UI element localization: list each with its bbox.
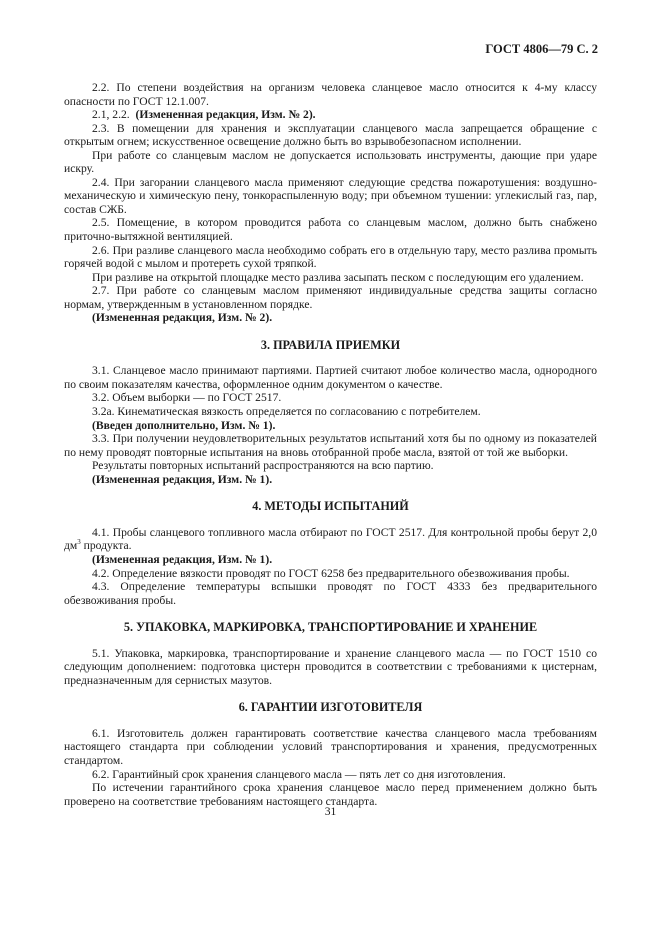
paragraph-6-1: 6.1. Изготовитель должен гарантировать соответствие качества сланцевого масла требованиям настоящего стандарта при соблюдении условий транспортирования и хранения, предусмотренных стандартом. <box>64 726 597 767</box>
paragraph-2-2: 2.2. По степени воздействия на организм человека сланцевое масло относится к 4-му классу опасности по ГОСТ 12.1.007. <box>64 81 597 108</box>
document-body <box>64 81 597 808</box>
paragraph-5-1: 5.1. Упаковка, маркировка, транспортирование и хранение сланцевого масла — по ГОСТ 1510 со следующим дополнением: подготовка цистерн проводится в соответствии с требованиями к цистернам, предназначенным для сернистых мазутов. <box>64 646 597 687</box>
amendment-note: (Измененная редакция, Изм. № 1). <box>92 472 273 486</box>
amendment-note: (Измененная редакция, Изм. № 2). <box>92 311 273 325</box>
paragraph-3-2: 3.2. Объем выборки — по ГОСТ 2517. <box>92 391 282 405</box>
paragraph-2-4: 2.4. При загорании сланцевого масла применяют следующие средства пожаротушения: воздушно-механическую и химическую пену, тонкораспыленную воду; при объемном тушении: углекислый газ, пар, состав СЖБ. <box>64 175 597 216</box>
paragraph-3-3: 3.3. При получении неудовлетворительных результатов испытаний хотя бы по одному из показателей по нему проводят повторные испытания на вновь отобранной пробе масла, взятой от той же выборки. <box>64 432 597 459</box>
paragraph-2-5: 2.5. Помещение, в котором проводится работа со сланцевым маслом, должно быть снабжено приточно-вытяжной вентиляцией. <box>64 216 597 244</box>
paragraph-2-3: 2.3. В помещении для хранения и эксплуатации сланцевого масла запрещается обращение с открытым огнем; искусственное освещение должно быть во взрывобезопасном исполнении. <box>64 121 597 149</box>
paragraph-6-2: 6.2. Гарантийный срок хранения сланцевого масла — пять лет со дня изготовления. <box>92 767 506 781</box>
paragraph-4-1-tail: продукта. <box>80 539 132 553</box>
amendment-refs: 2.1, 2.2. <box>92 108 130 122</box>
paragraph-4-1-text: 4.1. Пробы сланцевого топливного масла отбирают по ГОСТ 2517. Для контрольной пробы берут 2,0 дм <box>64 525 597 553</box>
paragraph-4-2: 4.2. Определение вязкости проводят по ГОСТ 6258 без предварительного обезвоживания пробы. <box>92 566 570 580</box>
superscript: 3 <box>77 538 81 547</box>
paragraph-3-2a: 3.2а. Кинематическая вязкость определяется по согласованию с потребителем. <box>92 405 481 419</box>
paragraph-4-1 <box>64 526 597 553</box>
paragraph-4-3: 4.3. Определение температуры вспышки проводят по ГОСТ 4333 без предварительного обезвоживания пробы. <box>64 580 597 607</box>
paragraph-6-2-cont: По истечении гарантийного срока хранения сланцевое масло перед применением должно быть проверено на соответствие требованиям настоящего стандарта. <box>64 781 597 808</box>
paragraph-2-6: 2.6. При разливе сланцевого масла необходимо собрать его в отдельную тару, место разлива промыть горячей водой с мылом и протереть сухой тряпкой. <box>64 243 597 271</box>
paragraph-2-7: 2.7. При работе со сланцевым маслом применяют индивидуальные средства защиты согласно нормам, утвержденным в установленном порядке. <box>64 284 597 311</box>
section-heading-3: 3. ПРАВИЛА ПРИЕМКИ <box>260 337 401 352</box>
paragraph-3-1: 3.1. Сланцевое масло принимают партиями. Партией считают любое количество масла, однородного по своим показателям качества, оформленное одним документом о качестве. <box>64 364 597 391</box>
page-number: 31 <box>324 805 337 818</box>
amendment-note <box>64 108 597 122</box>
paragraph-3-3-cont: Результаты повторных испытаний распространяются на всю партию. <box>92 459 434 473</box>
paragraph-2-6-cont: При разливе на открытой площадке место разлива засыпать песком с последующим его удалением. <box>92 270 584 284</box>
document-header: ГОСТ 4806—79 С. 2 <box>485 42 598 56</box>
section-heading-6: 6. ГАРАНТИИ ИЗГОТОВИТЕЛЯ <box>238 700 423 715</box>
amendment-text: (Измененная редакция, Изм. № 2). <box>135 108 316 122</box>
section-heading-5: 5. УПАКОВКА, МАРКИРОВКА, ТРАНСПОРТИРОВАНИЕ И ХРАНЕНИЕ <box>123 620 538 635</box>
amendment-note: (Измененная редакция, Изм. № 1). <box>92 552 273 566</box>
section-heading-4: 4. МЕТОДЫ ИСПЫТАНИЙ <box>252 499 409 514</box>
amendment-note: (Введен дополнительно, Изм. № 1). <box>92 418 276 432</box>
paragraph-2-3-cont: При работе со сланцевым маслом не допускается использовать инструменты, дающие при ударе искру. <box>64 148 597 176</box>
